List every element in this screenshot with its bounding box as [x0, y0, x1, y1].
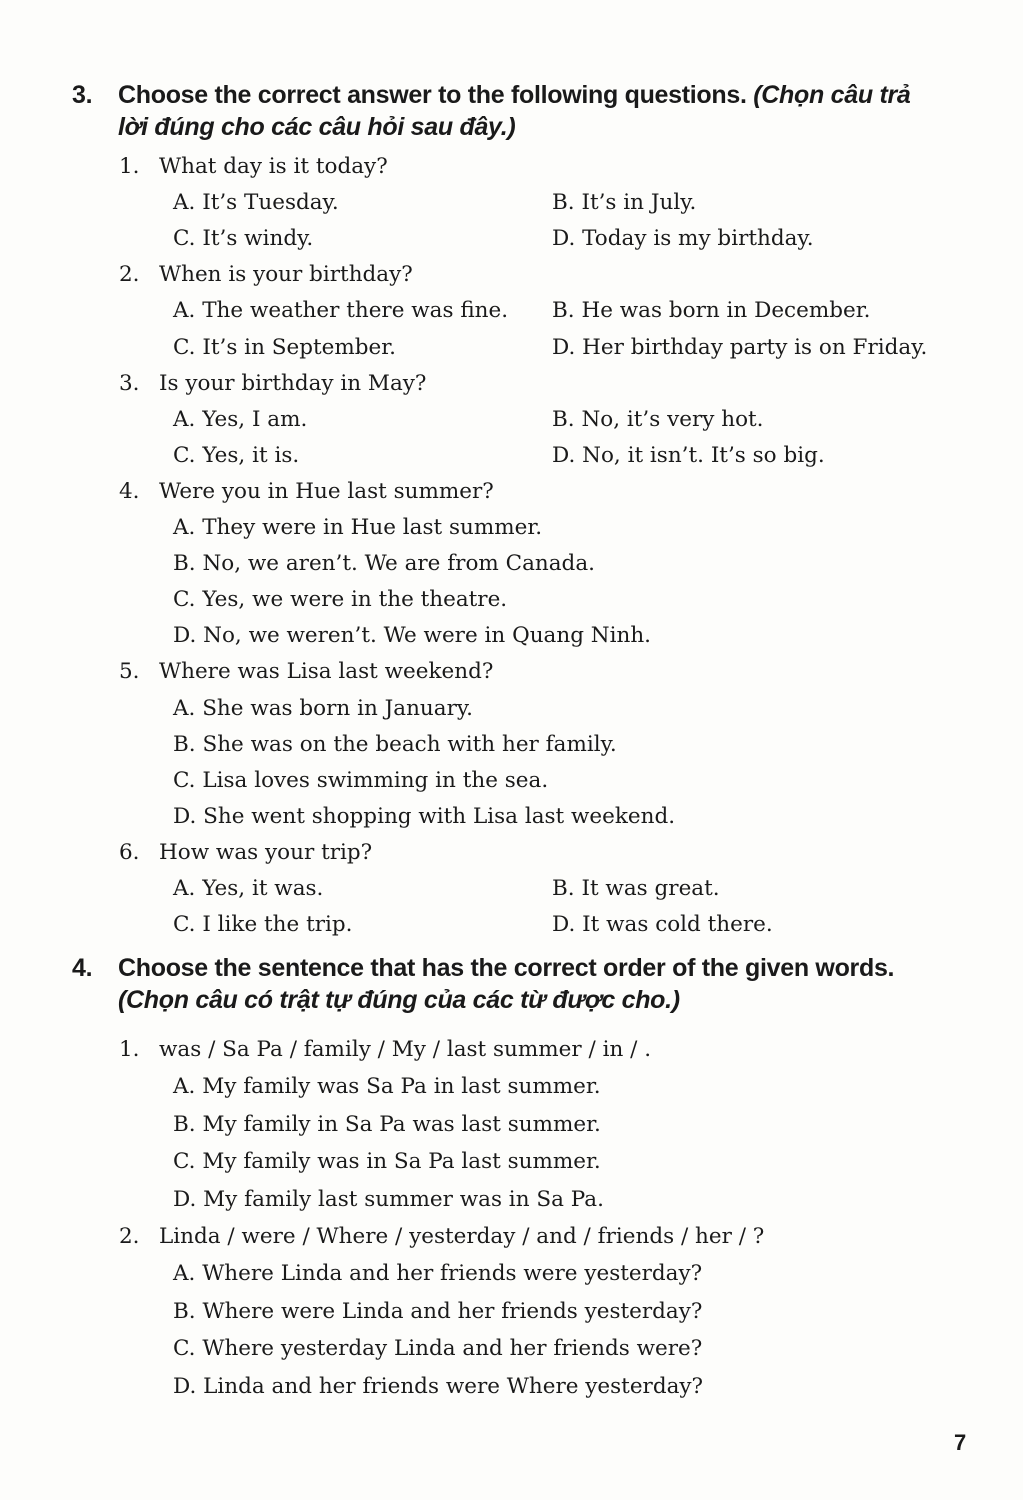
answer-option: A. They were in Hue last summer. — [173, 515, 543, 540]
page-number: 7 — [954, 1430, 967, 1455]
answer-option: B. She was on the beach with her family. — [173, 731, 617, 757]
answer-option: C. It’s in September. — [173, 334, 396, 360]
section-number: 3. — [72, 81, 93, 109]
answer-option: A. Yes, I am. — [173, 406, 308, 432]
answer-option: D. It was cold there. — [552, 912, 773, 938]
question-text: How was your trip? — [159, 839, 373, 865]
question-number: 2. — [119, 262, 140, 288]
answer-option: C. I like the trip. — [173, 912, 353, 938]
question-text: Were you in Hue last summer? — [159, 478, 494, 504]
question-number: 4. — [119, 478, 140, 504]
answer-option: A. Yes, it was. — [173, 876, 324, 901]
question-text: When is your birthday? — [159, 262, 413, 288]
section-title-vi: (Chọn câu có trật tự đúng của các từ được cho.) — [118, 986, 680, 1014]
answer-option: D. Today is my birthday. — [552, 226, 814, 252]
question-number: 1. — [119, 154, 140, 179]
section-4-heading — [72, 952, 894, 1016]
answer-option: C. Yes, it is. — [173, 442, 300, 468]
answer-option: B. It was great. — [552, 876, 720, 901]
question-text: Is your birthday in May? — [159, 370, 427, 396]
question-text: What day is it today? — [159, 154, 388, 179]
answer-option: D. Linda and her friends were Where yesterday? — [173, 1373, 704, 1399]
answer-option: B. Where were Linda and her friends yesterday? — [173, 1298, 703, 1324]
answer-option: C. My family was in Sa Pa last summer. — [173, 1149, 601, 1175]
question-number: 5. — [119, 659, 140, 685]
question-number: 6. — [119, 839, 140, 865]
section-3-heading — [72, 79, 911, 143]
answer-option: B. No, we aren’t. We are from Canada. — [173, 551, 595, 577]
answer-option: A. My family was Sa Pa in last summer. — [173, 1074, 601, 1100]
answer-option: B. It’s in July. — [552, 190, 697, 216]
section-title: Choose the correct answer to the following questions. — [118, 81, 747, 109]
answer-option: B. My family in Sa Pa was last summer. — [173, 1111, 601, 1137]
question-number: 1. — [119, 1037, 140, 1062]
answer-option: C. Yes, we were in the theatre. — [173, 587, 508, 613]
section-title-vi: (Chọn câu trả — [753, 81, 911, 109]
section-title: Choose the sentence that has the correct order of the given words. — [118, 954, 895, 982]
question-text: was / Sa Pa / family / My / last summer / in / . — [159, 1037, 652, 1062]
answer-option: D. Her birthday party is on Friday. — [552, 334, 928, 360]
answer-option: B. He was born in December. — [552, 298, 871, 324]
question-number: 2. — [119, 1224, 140, 1249]
section-number: 4. — [72, 954, 93, 982]
answer-option: C. It’s windy. — [173, 226, 314, 252]
question-text: Where was Lisa last weekend? — [159, 659, 494, 685]
question-text: Linda / were / Where / yesterday / and / friends / her / ? — [159, 1224, 765, 1249]
answer-option: B. No, it’s very hot. — [552, 406, 764, 432]
section-title-vi-cont: lời đúng cho các câu hỏi sau đây.) — [118, 113, 516, 141]
answer-option: A. It’s Tuesday. — [173, 190, 339, 216]
answer-option: D. No, it isn’t. It’s so big. — [552, 442, 825, 468]
answer-option: A. Where Linda and her friends were yesterday? — [173, 1261, 703, 1287]
answer-option: D. My family last summer was in Sa Pa. — [173, 1186, 604, 1212]
answer-option: C. Where yesterday Linda and her friends were? — [173, 1336, 703, 1362]
answer-option: D. She went shopping with Lisa last weekend. — [173, 803, 676, 829]
answer-option: D. No, we weren’t. We were in Quang Ninh. — [173, 623, 652, 649]
question-number: 3. — [119, 370, 140, 396]
answer-option: A. The weather there was fine. — [173, 298, 509, 324]
answer-option: C. Lisa loves swimming in the sea. — [173, 767, 549, 793]
answer-option: A. She was born in January. — [173, 695, 473, 721]
